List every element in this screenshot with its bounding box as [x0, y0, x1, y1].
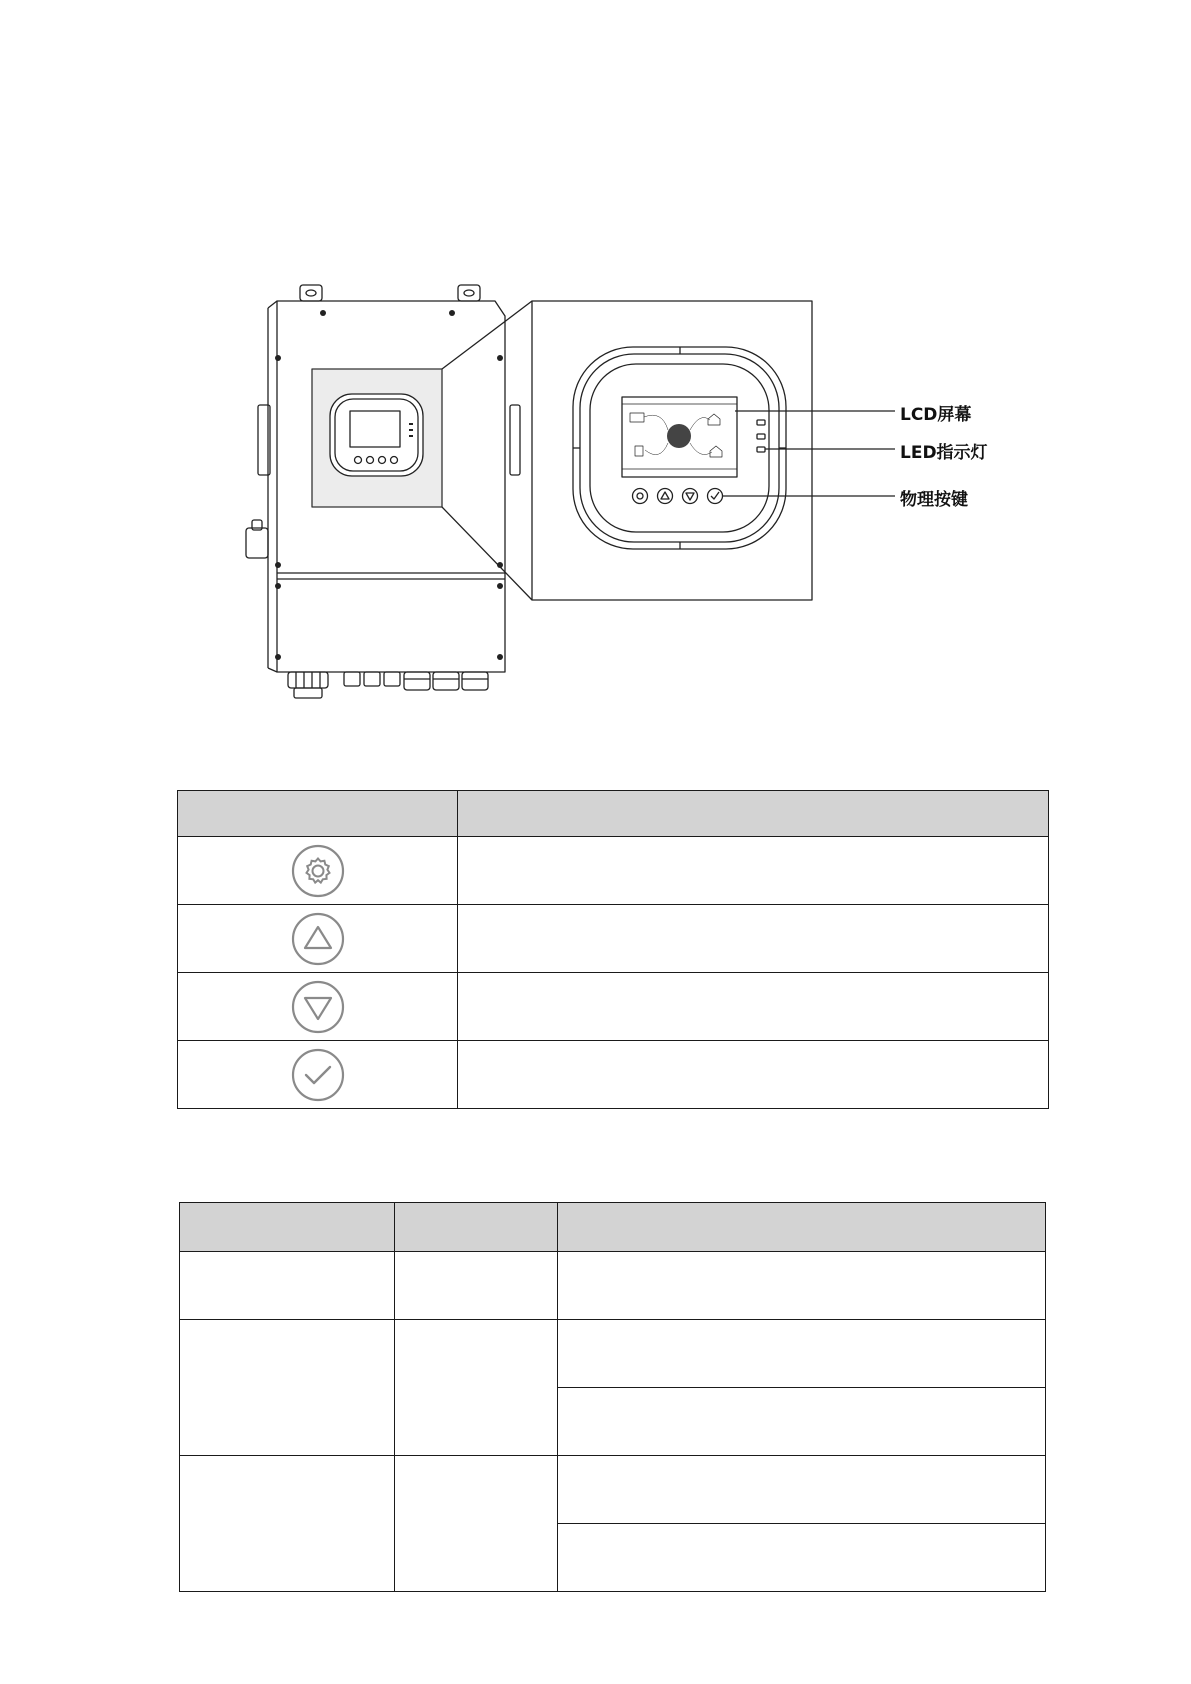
down-button-description [458, 973, 1049, 1041]
dc-switch [246, 528, 268, 558]
led-meaning-cell [558, 1456, 1046, 1524]
mounting-tab-left [300, 285, 322, 301]
led-meaning-cell [558, 1388, 1046, 1456]
button-table-header-icon [178, 791, 458, 837]
up-button-description [458, 905, 1049, 973]
led-state-cell [395, 1320, 558, 1456]
inverter-diagram [0, 0, 1191, 720]
callout-physical-keys: 物理按键 [900, 490, 968, 510]
button-table-header-function [458, 791, 1049, 837]
led-table-header-meaning [558, 1203, 1046, 1252]
table-row [180, 1252, 1046, 1320]
led-table-header-indicator [180, 1203, 395, 1252]
led-table-header-state [395, 1203, 558, 1252]
led-name-cell [180, 1456, 395, 1592]
table-row [180, 1320, 1046, 1388]
led-status-table [179, 1202, 1046, 1592]
callout-lcd-screen: LCD屏幕 [900, 405, 972, 425]
callout-led-indicator: LED指示灯 [900, 443, 988, 463]
table-row [178, 837, 1049, 905]
led-state-cell [395, 1456, 558, 1592]
settings-icon [291, 844, 345, 898]
settings-button-description [458, 837, 1049, 905]
table-row [178, 905, 1049, 973]
led-meaning-cell [558, 1252, 1046, 1320]
button-function-table [177, 790, 1049, 1109]
led-state-cell [395, 1252, 558, 1320]
led-meaning-cell [558, 1320, 1046, 1388]
led-name-cell [180, 1320, 395, 1456]
down-arrow-icon [291, 980, 345, 1034]
cable-glands [288, 672, 488, 698]
led-meaning-cell [558, 1524, 1046, 1592]
up-arrow-icon [291, 912, 345, 966]
mounting-tab-right [458, 285, 480, 301]
led-name-cell [180, 1252, 395, 1320]
table-row [180, 1456, 1046, 1524]
table-row [178, 973, 1049, 1041]
confirm-button-description [458, 1041, 1049, 1109]
table-row [178, 1041, 1049, 1109]
confirm-check-icon [291, 1048, 345, 1102]
